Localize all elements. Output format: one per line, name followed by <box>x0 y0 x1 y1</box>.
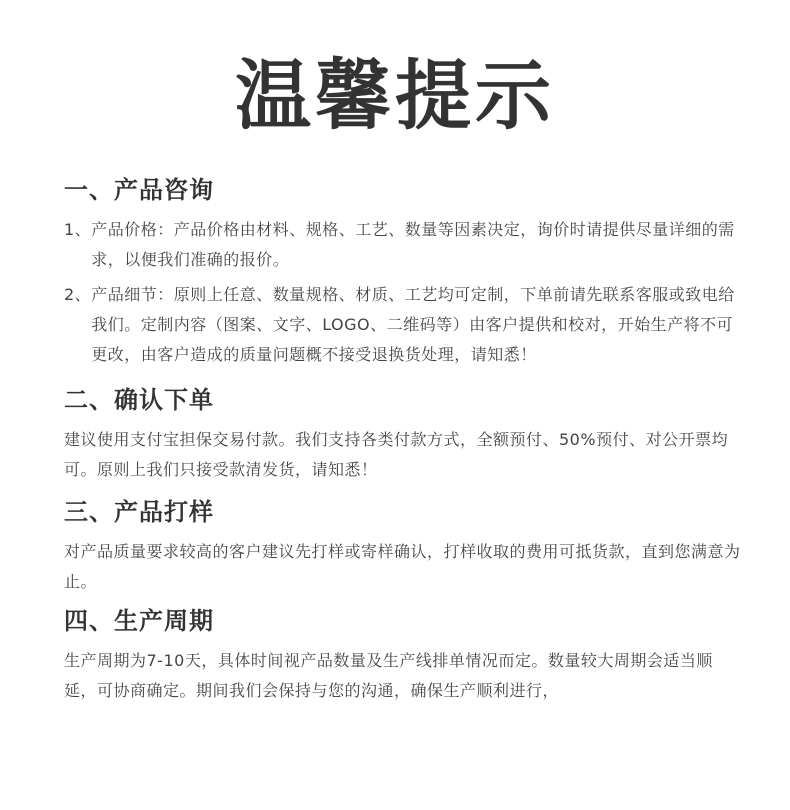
section-heading: 四、生产周期 <box>64 607 214 635</box>
section-heading: 三、产品打样 <box>64 498 214 526</box>
section-sampling <box>64 497 744 597</box>
section-production-cycle <box>64 606 744 706</box>
item-number: 1、 <box>64 220 92 239</box>
section-heading: 二、确认下单 <box>64 386 214 414</box>
section-product-inquiry <box>64 175 744 375</box>
list-item <box>64 215 744 275</box>
section-text: 对产品质量要求较高的客户建议先打样或寄样确认，打样收取的费用可抵货款，直到您满意为止。 <box>64 542 741 591</box>
item-text: 产品价格：产品价格由材料、规格、工艺、数量等因素决定，询价时请提供尽量详细的需求，以便我们准确的报价。 <box>91 220 735 269</box>
list-item <box>64 280 744 370</box>
section-heading: 一、产品咨询 <box>64 176 214 204</box>
item-number: 2、 <box>64 285 92 304</box>
item-text: 产品细节：原则上任意、数量规格、材质、工艺均可定制，下单前请先联系客服或致电给我们。定制内容（图案、文字、LOGO、二维码等）由客户提供和校对，开始生产将不可更改，由客户造成的质量问题概不接受退换货处理，请知悉！ <box>91 285 735 364</box>
section-text: 建议使用支付宝担保交易付款。我们支持各类付款方式，全额预付、50%预付、对公开票均可。原则上我们只接受款清发货，请知悉！ <box>64 430 729 479</box>
page-title: 温馨提示 <box>235 51 555 140</box>
section-text: 生产周期为7-10天，具体时间视产品数量及生产线排单情况而定。数量较大周期会适当顺延，可协商确定。期间我们会保持与您的沟通，确保生产顺利进行， <box>64 651 713 700</box>
section-confirm-order <box>64 385 744 485</box>
